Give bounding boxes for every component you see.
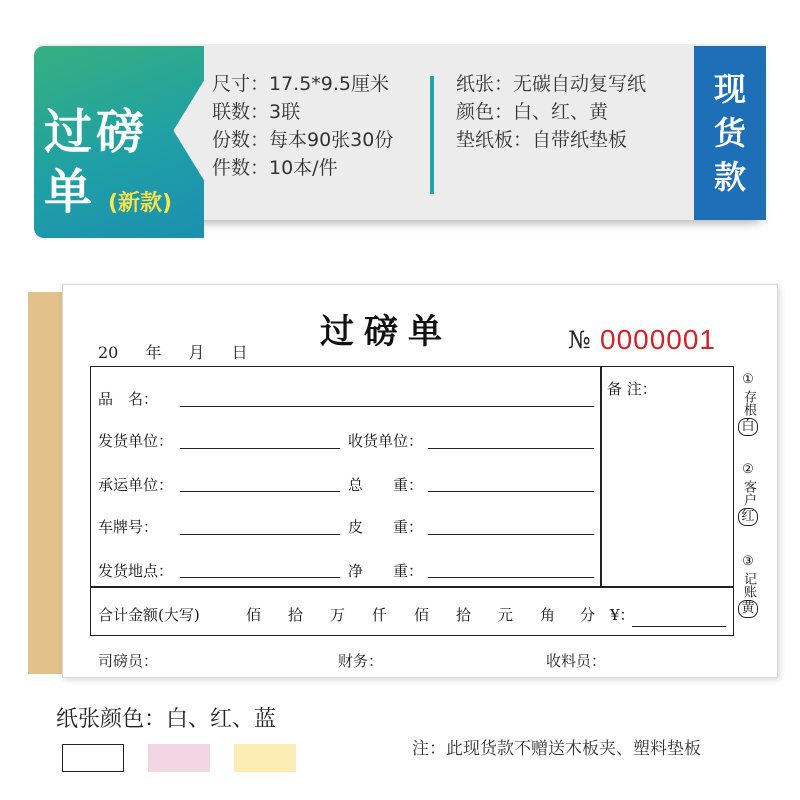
specs-right — [456, 70, 646, 154]
tare-line[interactable] — [428, 534, 594, 535]
receiver-line[interactable] — [428, 448, 594, 449]
total-row-divider — [90, 586, 734, 588]
tag-title-line1: 过磅 — [44, 104, 149, 160]
swatch-white — [62, 744, 124, 772]
copy-2-color: 红 — [738, 508, 758, 526]
spec-backing: 垫纸板：自带纸垫板 — [456, 129, 628, 151]
unit-shi-1: 拾 — [288, 606, 304, 624]
unit-yuan: 元 — [498, 606, 514, 624]
spec-copies: 联数：3联 — [212, 101, 301, 123]
label-remarks: 备 注： — [607, 380, 657, 398]
swatch-yellow — [234, 744, 296, 772]
label-product: 品 名： — [98, 390, 159, 408]
specs-left — [212, 70, 393, 182]
product-line[interactable] — [180, 406, 594, 407]
copy-2-name: 客户 — [741, 480, 756, 506]
spec-size: 尺寸：17.5*9.5厘米 — [212, 73, 390, 95]
gross-line[interactable] — [428, 491, 594, 492]
unit-bai-1: 佰 — [246, 606, 262, 624]
remarks-divider — [600, 366, 602, 586]
spec-color: 颜色：白、红、黄 — [456, 101, 609, 123]
copy-3 — [738, 554, 758, 618]
copy-1-num: ① — [742, 372, 754, 387]
shipper-line[interactable] — [180, 448, 340, 449]
sig-weigher: 司磅员： — [98, 652, 159, 670]
serial-mark: № — [568, 326, 591, 354]
spec-pieces: 件数：10本/件 — [212, 157, 338, 179]
unit-qian: 仟 — [372, 606, 388, 624]
unit-shi-2: 拾 — [456, 606, 472, 624]
copy-2-num: ② — [742, 462, 754, 477]
label-carrier: 承运单位： — [98, 476, 174, 494]
copy-3-num: ③ — [742, 554, 754, 569]
net-line[interactable] — [428, 577, 594, 578]
unit-jiao: 角 — [540, 606, 556, 624]
label-receiver: 收货单位： — [348, 432, 424, 450]
stock-char-3: 款 — [713, 158, 746, 196]
form-date: 20 年 月 日 — [98, 343, 248, 362]
unit-wan: 万 — [330, 606, 346, 624]
in-stock-badge — [694, 46, 766, 220]
label-plate: 车牌号： — [98, 518, 159, 536]
note-text: 注：此现货款不赠送木板夹、塑料垫板 — [412, 739, 701, 759]
amount-line[interactable] — [632, 626, 726, 627]
serial-number: 0000001 — [600, 324, 717, 355]
sig-finance: 财务： — [338, 652, 384, 670]
carrier-line[interactable] — [180, 491, 340, 492]
currency-label: ¥： — [610, 606, 635, 624]
label-shipper: 发货单位： — [98, 432, 174, 450]
copy-3-color: 黄 — [738, 600, 758, 618]
stock-char-2: 货 — [713, 114, 746, 152]
origin-line[interactable] — [180, 577, 340, 578]
spec-paper: 纸张：无碳自动复写纸 — [456, 73, 647, 95]
label-gross: 总 重： — [348, 476, 424, 494]
spec-sets: 份数：每本90张30份 — [212, 129, 394, 151]
copy-1-name: 存根 — [741, 390, 756, 416]
label-total: 合计金额(大写) — [98, 606, 200, 624]
label-origin: 发货地点： — [98, 562, 174, 580]
copy-3-name: 记账 — [741, 572, 756, 598]
plate-line[interactable] — [180, 534, 340, 535]
tag-title-line2: 单 — [44, 164, 93, 220]
unit-bai-2: 佰 — [414, 606, 430, 624]
unit-fen: 分 — [580, 606, 596, 624]
swatch-pink — [148, 744, 210, 772]
sig-receiver: 收料员： — [546, 652, 607, 670]
label-net: 净 重： — [348, 562, 424, 580]
spec-divider — [430, 76, 434, 194]
stock-char-1: 现 — [713, 70, 746, 108]
copy-1 — [738, 372, 758, 436]
label-tare: 皮 重： — [348, 518, 424, 536]
tag-new-badge: (新款) — [108, 191, 173, 216]
copy-2 — [738, 462, 758, 526]
paper-colors-label: 纸张颜色：白、红、蓝 — [56, 707, 277, 732]
form-title: 过磅单 — [320, 312, 452, 352]
copy-1-color: 白 — [738, 418, 758, 436]
